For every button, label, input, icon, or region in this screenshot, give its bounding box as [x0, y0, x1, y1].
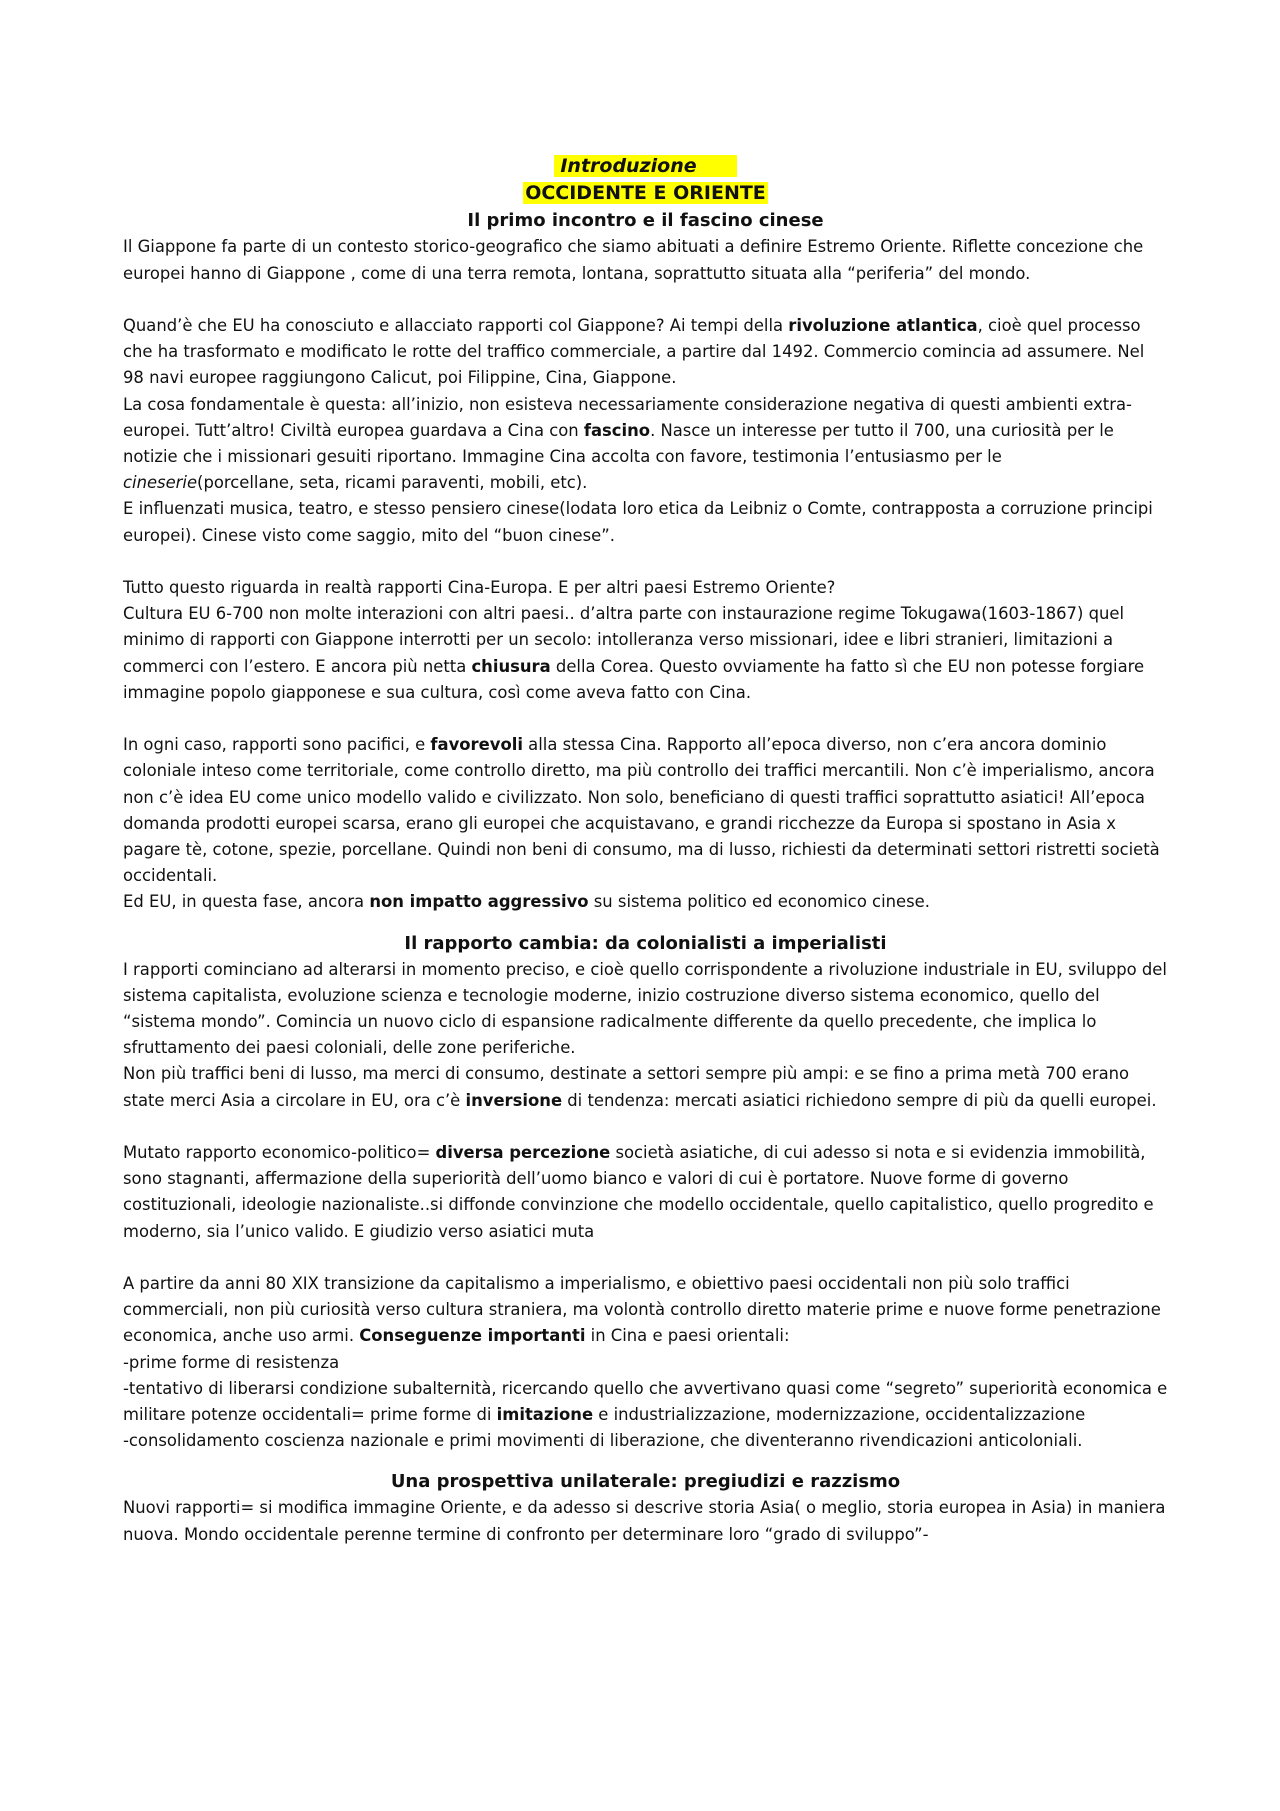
list-item: -tentativo di liberarsi condizione subalternità, ricercando quello che avvertivano quasi come “segreto” superiorità economica e militare potenze occidentali= prime forme di imitazione e industrializzazione, modernizzazione, occidentalizzazione: [123, 1378, 1168, 1425]
paragraph: In ogni caso, rapporti sono pacifici, e favorevoli alla stessa Cina. Rapporto all’epoca diverso, non c’era ancora dominio coloniale inteso come territoriale, come controllo diretto, ma più controllo dei traffici mercantili. Non c’è imperialismo, ancora non c’è idea EU come unico modello valido e civilizzato. Non solo, beneficiano di questi traffici soprattutto asiatici! All’epoca domanda prodotti europei scarsa, erano gli europei che acquistavano, e grandi ricchezze da Europa si spostano in Asia x pagare tè, cotone, spezie, porcellane. Quindi non beni di consumo, ma di lusso, richiesti da determinati settori ristretti società occidentali.: [123, 735, 1160, 886]
paragraph: Il Giappone fa parte di un contesto storico-geografico che siamo abituati a definire Estremo Oriente. Riflette concezione che europei hanno di Giappone , come di una terra remota, lontana, soprattutto situata alla “periferia” del mondo.: [123, 237, 1144, 283]
main-title: [123, 180, 1168, 207]
paragraph: La cosa fondamentale è questa: all’inizio, non esisteva necessariamente considerazione negativa di questi ambienti extra-europei. Tutt’altro! Civiltà europea guardava a Cina con fascino. Nasce un interesse per tutto il 700, una curiosità per le notizie che i missionari gesuiti riportano. Immagine Cina accolta con favore, testimonia l’entusiasmo per le cineserie(porcellane, seta, ricami paraventi, mobili, etc).: [123, 394, 1132, 493]
section-title-2: Il rapporto cambia: da colonialisti a imperialisti: [404, 932, 887, 954]
intro-label: Introduzione: [554, 155, 736, 177]
section-title-3: Una prospettiva unilaterale: pregiudizi e razzismo: [390, 1471, 901, 1493]
paragraph: Quand’è che EU ha conosciuto e allacciato rapporti col Giappone? Ai tempi della rivoluzione atlantica, cioè quel processo che ha trasformato e modificato le rotte del traffico commerciale, a partire dal 1492. Commercio comincia ad assumere. Nel 98 navi europee raggiungono Calicut, poi Filippine, Cina, Giappone.: [123, 316, 1145, 388]
list-item: -consolidamento coscienza nazionale e primi movimenti di liberazione, che diventeranno rivendicazioni anticoloniali.: [123, 1431, 1083, 1451]
list-item: -prime forme di resistenza: [123, 1352, 340, 1372]
intro-heading: [123, 153, 1168, 180]
main-title-text: OCCIDENTE E ORIENTE: [525, 182, 766, 205]
paragraph: A partire da anni 80 XIX transizione da capitalismo a imperialismo, e obiettivo paesi occidentali non più solo traffici commerciali, non più curiosità verso cultura straniera, ma volontà controllo diretto materie prime e nuove forme penetrazione economica, anche uso armi. Conseguenze importanti in Cina e paesi orientali:: [123, 1274, 1161, 1346]
document-page: [123, 153, 1168, 1548]
paragraph: Cultura EU 6-700 non molte interazioni con altri paesi.. d’altra parte con instaurazione regime Tokugawa(1603-1867) quel minimo di rapporti con Giappone interrotti per un secolo: intolleranza verso missionari, idee e libri stranieri, limitazioni a commerci con l’estero. E ancora più netta chiusura della Corea. Questo ovviamente ha fatto sì che EU non potesse forgiare immagine popolo giapponese e sua cultura, così come aveva fatto con Cina.: [123, 604, 1145, 702]
section-title-1: Il primo incontro e il fascino cinese: [467, 210, 824, 232]
paragraph: Non più traffici beni di lusso, ma merci di consumo, destinate a settori sempre più ampi: e se fino a prima metà 700 erano state merci Asia a circolare in EU, ora c’è inversione di tendenza: mercati asiatici richiedono sempre di più da quelli europei.: [123, 1064, 1157, 1110]
paragraph: Nuovi rapporti= si modifica immagine Oriente, e da adesso si descrive storia Asia( o meglio, storia europea in Asia) in maniera nuova. Mondo occidentale perenne termine di confronto per determinare loro “grado di sviluppo”-: [123, 1498, 1166, 1544]
paragraph: Ed EU, in questa fase, ancora non impatto aggressivo su sistema politico ed economico cinese.: [123, 892, 930, 912]
paragraph: E influenzati musica, teatro, e stesso pensiero cinese(lodata loro etica da Leibniz o Comte, contrapposta a corruzione principi europei). Cinese visto come saggio, mito del “buon cinese”.: [123, 499, 1153, 545]
paragraph: Mutato rapporto economico-politico= diversa percezione società asiatiche, di cui adesso si nota e si evidenzia immobilità, sono stagnanti, affermazione della superiorità dell’uomo bianco e valori di cui è portatore. Nuove forme di governo costituzionali, ideologie nazionaliste..si diffonde convinzione che modello occidentale, quello capitalistico, quello progredito e moderno, sia l’unico valido. E giudizio verso asiatici muta: [123, 1143, 1154, 1241]
paragraph: I rapporti cominciano ad alterarsi in momento preciso, e cioè quello corrispondente a rivoluzione industriale in EU, sviluppo del sistema capitalista, evoluzione scienza e tecnologie moderne, inizio costruzione diverso sistema economico, quello del “sistema mondo”. Comincia un nuovo ciclo di espansione radicalmente differente da quello precedente, che implica lo sfruttamento dei paesi coloniali, delle zone periferiche.: [123, 959, 1167, 1058]
paragraph: Tutto questo riguarda in realtà rapporti Cina-Europa. E per altri paesi Estremo Oriente?: [123, 578, 836, 598]
